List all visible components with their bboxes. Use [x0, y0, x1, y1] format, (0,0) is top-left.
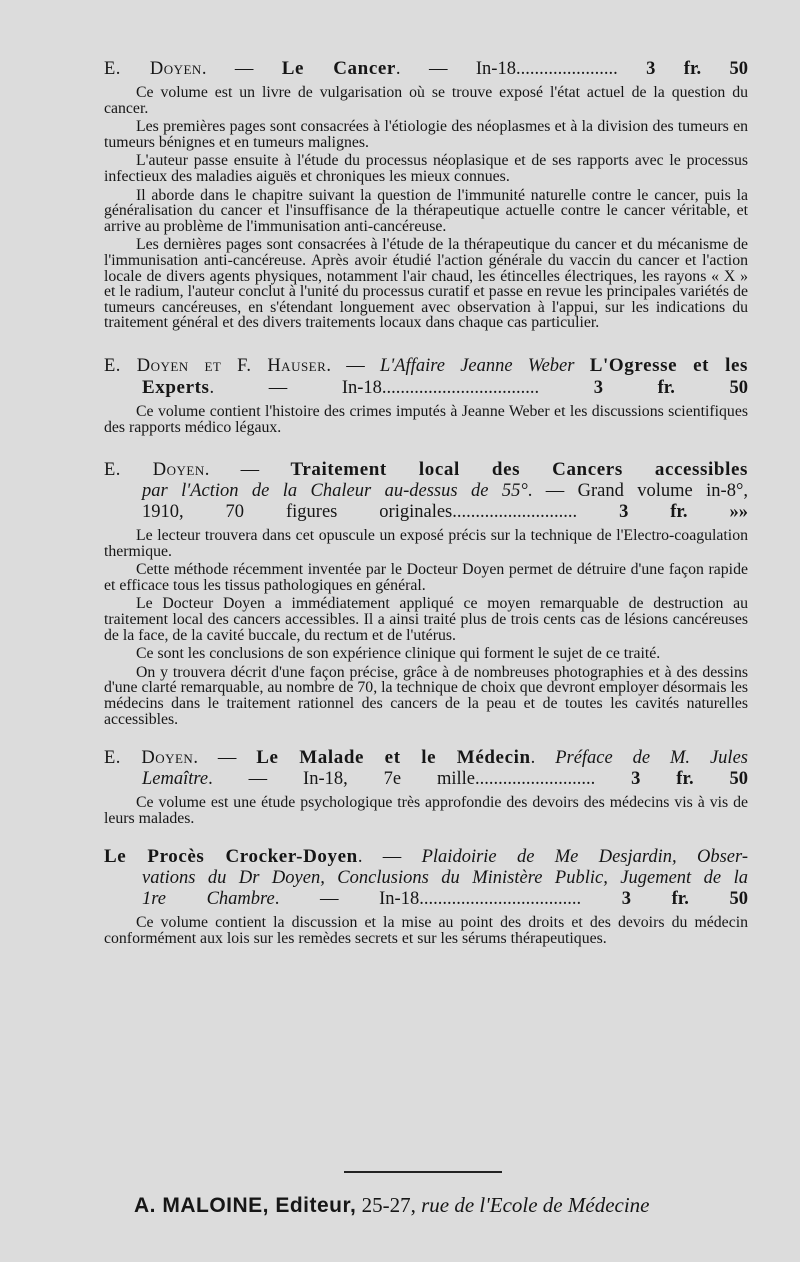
entry-heading-segment: E. Doyen et F. Hauser — [104, 355, 327, 376]
entry-heading-segment: . — — [204, 460, 291, 481]
entry-description: On y trouvera décrit d'une façon précise, grâce à de nombreuses photographies et à des dessins d'une clarté remarquable, au nombre de 70, la technique de choix que devront employer désormais les médecins dans le traitement rationnel des cancers de la peau et de toutes les cavités naturelles accessibles. — [104, 663, 748, 728]
entry-heading-line — [104, 355, 748, 377]
entry-heading-segment: Traitement local des Cancers accessibles — [290, 459, 748, 481]
publisher-street: rue de l'Ecole de Médecine — [421, 1193, 650, 1217]
entry-description: Cette méthode récemment inventée par le Docteur Doyen permet de détruire d'une façon rapide et efficace tous les tissus pathologiques en général. — [104, 561, 748, 594]
entry-heading-segment: Préface de M. Jules — [555, 748, 748, 769]
catalogue-entry — [104, 355, 748, 435]
entry-description: Ce volume contient l'histoire des crimes imputés à Jeanne Weber et les discussions scientifiques des rapports médico légaux. — [104, 402, 748, 436]
entry-heading-line — [104, 747, 748, 769]
catalogue-entry — [104, 58, 748, 331]
entry-heading-segment: vations du Dr Doyen, Conclusions du Ministère Public, Jugement de la — [142, 868, 748, 889]
entry-heading-segment: . — Grand volume in-8°, — [527, 481, 748, 502]
entry-price: 3 fr. 50 — [539, 377, 748, 398]
entry-heading-segment: E. Doyen — [104, 748, 194, 769]
entry-heading-segment — [574, 356, 589, 376]
entry-heading-segment: . — [530, 748, 556, 769]
entry-heading-segment: 1910, 70 figures originales........................... — [142, 502, 578, 523]
entry-description: Ce volume est une étude psychologique très approfondie des devoirs des médecins vis à vis de leurs malades. — [104, 794, 748, 827]
entry-heading-segment: E. Doyen — [104, 460, 205, 481]
entry-description: Ce volume contient la discussion et la mise au point des droits et des devoirs du médecin conformément aux lois sur les remèdes secrets et sur les sérums thérapeutiques. — [104, 914, 748, 947]
entry-heading-segment: Lemaître — [142, 769, 209, 790]
entry-heading-line — [104, 769, 748, 790]
entry-description: Le lecteur trouvera dans cet opuscule un exposé précis sur la technique de l'Electro-coagulation thermique. — [104, 527, 748, 560]
entry-heading-line — [104, 58, 748, 80]
entry-heading-line — [104, 846, 748, 868]
entry-heading-segment: Experts — [142, 376, 210, 398]
entry-price: 3 fr. »» — [577, 502, 748, 523]
entry-heading-segment: Plaidoirie de Me Desjardin, Obser- — [421, 847, 748, 868]
entry-heading-segment: . — — [326, 355, 380, 376]
entry-heading-line — [104, 889, 748, 910]
entry-heading-line — [104, 502, 748, 523]
entry-description: Les premières pages sont consacrées à l'étiologie des néoplasmes et à la division des tumeurs en tumeurs bénignes et en tumeurs malignes. — [104, 118, 748, 151]
entry-heading-segment: . — In-18................................... — [274, 889, 582, 910]
entry-price: 3 fr. 50 — [595, 769, 748, 790]
entry-heading-segment: par l'Action de la Chaleur au-dessus de 55° — [142, 481, 528, 502]
entry-description: Ce sont les conclusions de son expérience clinique qui forment le sujet de ce traité. — [136, 645, 661, 663]
entry-heading-segment: . — In-18...................... — [395, 59, 618, 79]
entry-heading-segment: E. — [104, 59, 150, 79]
entry-heading-line — [104, 377, 748, 399]
entry-heading-segment: . — — [193, 748, 257, 769]
entry-description: Il aborde dans le chapitre suivant la question de l'immunité naturelle contre le cancer, puis la généralisation du cancer et l'insuffisance de la thérapeutique actuelle contre le cancer véritable, et arrive au problème de l'immunisation anti-cancéreuse. — [104, 186, 748, 235]
entry-description: L'auteur passe ensuite à l'étude du processus néoplasique et de ses rapports avec le processus infectieux des maladies aiguës et chroniques les mieux connues. — [104, 152, 748, 185]
entry-heading-segment: L'Ogresse et les — [589, 354, 748, 376]
catalogue-entries — [104, 58, 748, 947]
entry-heading-segment: Le Malade et le Médecin — [256, 747, 531, 769]
entry-heading-segment: . — In-18.................................. — [209, 377, 540, 398]
catalogue-entry — [104, 846, 748, 946]
entry-heading-segment: . — In-18, 7e mille.......................... — [208, 769, 596, 790]
entry-heading-segment: . — — [357, 847, 422, 868]
entry-description: Ce volume est un livre de vulgarisation où se trouve exposé l'état actuel de la question du cancer. — [104, 84, 748, 117]
entry-heading-line — [104, 868, 748, 889]
entry-heading-segment: Le Cancer — [281, 58, 396, 79]
entry-description: Le Docteur Doyen a immédiatement appliqué ce moyen remarquable de destruction au traitement local des cancers accessibles. Il a ainsi traité plus de trois cents cas de lésions cancéreuses de la face, de la cavité buccale, du rectum et de l'utérus. — [104, 595, 748, 644]
publisher-name: A. MALOINE, Editeur, — [134, 1194, 357, 1217]
entry-heading-segment: . — — [201, 59, 282, 79]
entry-heading-segment: L'Affaire Jeanne Weber — [380, 355, 575, 376]
entry-heading-segment: 1re Chambre — [142, 889, 275, 910]
entry-heading-line — [104, 481, 748, 502]
entry-price: 3 fr. 50 — [617, 59, 748, 79]
entry-heading-line — [104, 459, 748, 481]
publisher-address-number: 25-27, — [356, 1193, 422, 1217]
entry-heading-segment: Le Procès Crocker-Doyen — [104, 846, 358, 868]
entry-heading-segment: Doyen — [149, 59, 202, 79]
catalogue-entry — [104, 459, 748, 727]
publisher-footer — [134, 1193, 734, 1218]
entry-description: Les dernières pages sont consacrées à l'étude de la thérapeutique du cancer et du mécanisme de l'immunisation anti-cancéreuse. Après avoir étudié l'action générale du vaccin du cancer et l'action locale de divers agents physiques, notamment l'air chaud, les étincelles électriques, les rayons « X » et le radium, l'auteur conclut à l'unité du processus curatif et passe en revue les principales variétés de tumeurs cancéreuses, en s'étendant longuement avec observation à l'appui, sur les indications du traitement général et des divers traitements locaux dans chaque cas particulier. — [104, 236, 748, 332]
catalogue-entry — [104, 747, 748, 826]
entry-price: 3 fr. 50 — [581, 889, 748, 910]
separator-rule — [344, 1171, 502, 1173]
